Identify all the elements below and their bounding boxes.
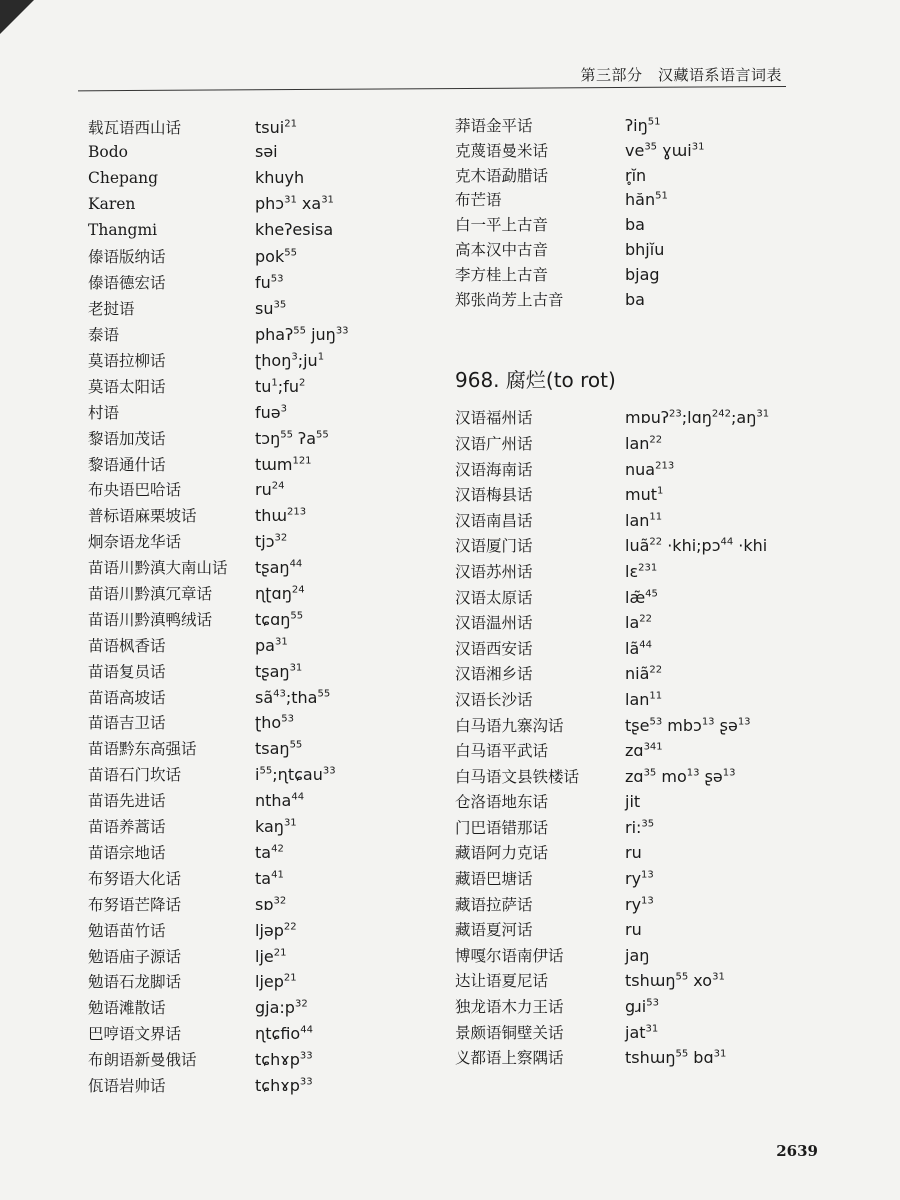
left-entry-list	[88, 116, 448, 1100]
language-name: 苗语宗地话	[88, 843, 166, 862]
language-name: 汉语苏州话	[455, 562, 533, 581]
language-name: 藏语拉萨话	[455, 895, 533, 914]
entry-row	[88, 1022, 448, 1048]
language-name: 独龙语木力王话	[455, 998, 564, 1017]
entry-row	[88, 427, 448, 453]
word-form: bjag	[625, 264, 660, 284]
section-number: 968.	[455, 368, 500, 393]
language-name: 苗语养蒿话	[88, 818, 166, 837]
word-form: ru	[625, 920, 642, 940]
entry-row	[455, 662, 855, 688]
word-form: kheʔesisa	[255, 219, 334, 239]
page-number: 2639	[776, 1142, 818, 1160]
entry-row	[88, 375, 448, 401]
entry-row	[455, 714, 855, 740]
language-name: 克木语勐腊话	[455, 166, 549, 185]
language-name: 勉语苗竹话	[88, 921, 166, 940]
word-form: lje$^{21}$	[255, 946, 287, 966]
word-form: $gja:p^{32}$	[255, 998, 308, 1018]
language-name: 白马语九寨沟话	[455, 716, 564, 735]
section-heading	[455, 364, 855, 394]
word-form: $ʈhoŋ^3;ju^1$	[255, 351, 325, 371]
language-name: 普标语麻栗坡话	[88, 507, 197, 526]
entry-row	[88, 401, 448, 427]
word-form: jaŋ	[625, 945, 650, 965]
word-form: jat$^{31}$	[625, 1022, 659, 1042]
entry-row	[88, 737, 448, 763]
word-form: $mɒuʔ^{23};lɑŋ^{242};aŋ^{31}$	[625, 408, 770, 428]
entry-row	[455, 995, 855, 1021]
language-name: 苗语黔东高强话	[88, 740, 197, 759]
entry-row	[88, 970, 448, 996]
word-form: ʈho$^{53}$	[255, 713, 294, 733]
word-form: khuyh	[255, 167, 305, 187]
language-name: 藏语阿力克话	[455, 844, 549, 863]
word-form: ljəp$^{22}$	[255, 920, 297, 940]
word-form: tshɯŋ$^{55}$ bɑ$^{31}$	[625, 1048, 727, 1068]
word-form: zɑ$^{35}$ $mo^{13}$ ʂə$^{13}$	[625, 766, 736, 786]
word-form: $fu^{53}$	[255, 273, 284, 293]
word-form: $ru^{24}$	[255, 480, 285, 500]
word-form: lɛ$^{231}$	[625, 561, 658, 581]
word-form: hăn$^{51}$	[625, 190, 668, 210]
entry-row	[88, 608, 448, 634]
language-name: Chepang	[88, 168, 159, 187]
entry-row	[88, 945, 448, 971]
entry-row	[88, 116, 448, 142]
section-entry-list	[455, 406, 855, 1071]
language-name: 汉语厦门话	[455, 537, 533, 556]
word-form: phaʔ$^{55}$ juŋ$^{33}$	[255, 325, 349, 345]
word-form: gɹi$^{53}$	[625, 997, 659, 1017]
word-form: $lã^{44}$	[625, 638, 652, 658]
word-form: $ta^{42}$	[255, 842, 284, 862]
word-form: tʂe$^{53}$ mbɔ$^{13}$ ʂə$^{13}$	[625, 715, 751, 735]
entry-row	[455, 611, 855, 637]
language-name: 白马语平武话	[455, 742, 549, 761]
word-form: $la^{22}$	[625, 613, 652, 633]
word-form: phɔ$^{31}$ $xa^{31}$	[255, 193, 334, 213]
word-form: $ta^{41}$	[255, 868, 284, 888]
word-form: kaŋ$^{31}$	[255, 817, 297, 837]
language-name: 汉语福州话	[455, 409, 533, 428]
word-form: luã$^{22}$ ·khi;pɔ$^{44}$ ·khi	[625, 536, 768, 556]
word-form: tʂaŋ$^{44}$	[255, 558, 303, 578]
entry-row	[455, 458, 855, 484]
word-form: lan$^{22}$	[625, 433, 663, 453]
language-name: 藏语巴塘话	[455, 870, 533, 889]
entry-row	[455, 213, 855, 238]
word-form: læ̃$^{45}$	[625, 587, 658, 607]
language-name: 黎语加茂话	[88, 429, 166, 448]
word-form: $tu^1;fu^2$	[255, 376, 306, 396]
language-name: 老挝语	[88, 300, 135, 319]
word-form: ru	[625, 843, 642, 863]
language-name: Bodo	[88, 142, 128, 161]
language-name: 苗语石门坎话	[88, 766, 182, 785]
word-form: tɕhɤp$^{33}$	[255, 1075, 313, 1095]
entry-row	[88, 349, 448, 375]
word-form: tɕhɤp$^{33}$	[255, 1050, 313, 1070]
entry-row	[88, 323, 448, 349]
entry-row	[455, 816, 855, 842]
entry-row	[455, 867, 855, 893]
word-form: ba	[625, 215, 645, 235]
language-name: 郑张尚芳上古音	[455, 290, 564, 309]
language-name: 博嘎尔语南伊话	[455, 946, 564, 965]
word-form: tjɔ$^{32}$	[255, 532, 288, 552]
entry-row	[455, 432, 855, 458]
word-form: səi	[255, 141, 278, 161]
language-name: Karen	[88, 194, 136, 213]
entry-row	[455, 164, 855, 189]
language-name: 白一平上古音	[455, 216, 549, 235]
entry-row	[455, 288, 855, 313]
word-form: tɯm$^{121}$	[255, 454, 312, 474]
language-name: 苗语高坡话	[88, 688, 166, 707]
page-corner-shadow	[0, 0, 34, 34]
entry-row	[88, 530, 448, 556]
word-form: jit	[625, 792, 641, 812]
language-name: 莫语太阳话	[88, 377, 166, 396]
language-name: 汉语太原话	[455, 588, 533, 607]
word-form: $sã^{43};tha^{55}$	[255, 687, 331, 707]
entry-row	[455, 509, 855, 535]
language-name: 勉语庙子源话	[88, 947, 182, 966]
word-form: tʂaŋ$^{31}$	[255, 661, 303, 681]
word-form: $ry^{13}$	[625, 869, 654, 889]
entry-row	[455, 893, 855, 919]
entry-row	[88, 841, 448, 867]
entry-row	[455, 560, 855, 586]
language-name: 炯奈语龙华话	[88, 533, 182, 552]
language-name: 傣语德宏话	[88, 274, 166, 293]
left-column	[88, 116, 448, 1100]
entry-row	[88, 556, 448, 582]
entry-row	[455, 944, 855, 970]
word-form: r̥ĭn	[625, 165, 647, 185]
entry-row	[88, 711, 448, 737]
language-name: 苗语川黔滇鸭绒话	[88, 610, 213, 629]
entry-row	[455, 263, 855, 288]
word-form: $ry^{13}$	[625, 894, 654, 914]
entry-row	[455, 739, 855, 765]
language-name: 达让语夏尼话	[455, 972, 549, 991]
entry-row	[88, 1074, 448, 1100]
entry-row	[88, 996, 448, 1022]
language-name: 景颇语铜壁关话	[455, 1023, 564, 1042]
language-name: 仓洛语地东话	[455, 793, 549, 812]
language-name: 勉语石龙脚话	[88, 973, 182, 992]
word-form: thɯ$^{213}$	[255, 506, 307, 526]
entry-row	[88, 634, 448, 660]
word-form: ntha$^{44}$	[255, 791, 305, 811]
entry-row	[455, 790, 855, 816]
entry-row	[455, 534, 855, 560]
language-name: 勉语滩散话	[88, 999, 166, 1018]
section-title: 腐烂(to rot)	[505, 368, 616, 393]
word-form: $i^{55};ɳtɕau^{33}$	[255, 765, 336, 785]
language-name: 义都语上察隅话	[455, 1049, 564, 1068]
language-name: 莽语金平话	[455, 117, 533, 135]
language-name: 汉语梅县话	[455, 486, 533, 505]
language-name: Thangmi	[88, 220, 158, 239]
entry-row	[455, 238, 855, 263]
running-head: 第三部分 汉藏语系语言词表	[580, 66, 782, 84]
entry-row	[455, 918, 855, 944]
word-form: ljep$^{21}$	[255, 972, 297, 992]
entry-row	[455, 483, 855, 509]
language-name: 高本汉中古音	[455, 240, 549, 259]
entry-row	[88, 142, 448, 168]
word-form: tɔŋ$^{55}$ ʔa$^{55}$	[255, 428, 329, 448]
language-name: 布努语大化话	[88, 869, 182, 888]
language-name: 苗语吉卫话	[88, 714, 166, 733]
entry-row	[88, 194, 448, 220]
language-name: 汉语长沙话	[455, 690, 533, 709]
entry-row	[88, 1048, 448, 1074]
word-form: pok$^{55}$	[255, 247, 297, 267]
language-name: 布朗语新曼俄话	[88, 1051, 197, 1070]
word-form: mut$^1$	[625, 485, 664, 505]
entry-row	[455, 406, 855, 432]
word-form: tɕɑŋ$^{55}$	[255, 609, 304, 629]
entry-row	[88, 168, 448, 194]
language-name: 苗语川黔滇大南山话	[88, 559, 228, 578]
entry-row	[88, 582, 448, 608]
entry-row	[88, 919, 448, 945]
entry-row	[455, 114, 855, 139]
entry-row	[455, 841, 855, 867]
entry-row	[455, 637, 855, 663]
entry-row	[88, 763, 448, 789]
word-form: bhjĭu	[625, 239, 665, 259]
language-name: 门巴语错那话	[455, 818, 549, 837]
language-name: 苗语川黔滇冗章话	[88, 585, 213, 604]
language-name: 汉语海南话	[455, 460, 533, 479]
word-form: niã$^{22}$	[625, 664, 663, 684]
word-form: ɳtɕfio$^{44}$	[255, 1024, 313, 1044]
header-rule	[78, 86, 786, 91]
language-name: 黎语通什话	[88, 455, 166, 474]
entry-row	[88, 893, 448, 919]
word-form: $su^{35}$	[255, 299, 287, 319]
word-form: tsaŋ$^{55}$	[255, 739, 303, 759]
language-name: 村语	[88, 403, 120, 422]
language-name: 布央语巴哈话	[88, 481, 182, 500]
language-name: 克蔑语曼米话	[455, 141, 549, 160]
word-form: ri:$^{35}$	[625, 817, 655, 837]
word-form: $ve^{35}$ ɣɯi$^{31}$	[625, 140, 705, 160]
word-form: lan$^{11}$	[625, 689, 663, 709]
language-name: 汉语广州话	[455, 434, 533, 453]
entry-row	[88, 220, 448, 246]
entry-row	[88, 245, 448, 271]
language-name: 汉语南昌话	[455, 511, 533, 530]
entry-row	[455, 586, 855, 612]
entry-row	[88, 660, 448, 686]
language-name: 李方桂上古音	[455, 265, 549, 284]
entry-row	[455, 765, 855, 791]
word-form: ɳʈɑŋ$^{24}$	[255, 584, 305, 604]
language-name: 苗语枫香话	[88, 636, 166, 655]
word-form: tsui$^{21}$	[255, 118, 297, 137]
entry-row	[88, 478, 448, 504]
right-entry-list	[455, 114, 855, 312]
word-form: ʔiŋ$^{51}$	[625, 116, 661, 135]
word-form: ba	[625, 289, 645, 309]
language-name: 傣语版纳话	[88, 248, 166, 267]
entry-row	[88, 504, 448, 530]
entry-row	[455, 969, 855, 995]
word-form: lan$^{11}$	[625, 510, 663, 530]
entry-row	[88, 297, 448, 323]
language-name: 白马语文县铁楼话	[455, 767, 580, 786]
language-name: 布芒语	[455, 191, 502, 210]
entry-row	[455, 1021, 855, 1047]
word-form: zɑ$^{341}$	[625, 741, 663, 761]
entry-row	[88, 789, 448, 815]
entry-row	[455, 688, 855, 714]
word-form: sɒ$^{32}$	[255, 894, 287, 914]
language-name: 载瓦语西山话	[88, 119, 182, 137]
language-name: 巴哼语文界话	[88, 1025, 182, 1044]
language-name: 佤语岩帅话	[88, 1076, 166, 1095]
entry-row	[88, 453, 448, 479]
word-form: $pa^{31}$	[255, 635, 288, 655]
language-name: 藏语夏河话	[455, 921, 533, 940]
language-name: 布努语芒降话	[88, 895, 182, 914]
entry-row	[88, 867, 448, 893]
word-form: fuə$^3$	[255, 402, 287, 422]
word-form: nua$^{213}$	[625, 459, 675, 479]
entry-row	[88, 815, 448, 841]
entry-row	[88, 686, 448, 712]
language-name: 泰语	[88, 326, 120, 345]
language-name: 汉语湘乡话	[455, 665, 533, 684]
language-name: 莫语拉柳话	[88, 352, 166, 371]
entry-row	[455, 139, 855, 164]
entry-row	[88, 271, 448, 297]
language-name: 苗语复员话	[88, 662, 166, 681]
entry-row	[455, 188, 855, 213]
language-name: 苗语先进话	[88, 792, 166, 811]
right-column	[455, 114, 855, 1072]
entry-row	[455, 1046, 855, 1072]
word-form: tshɯŋ$^{55}$ $xo^{31}$	[625, 971, 725, 991]
language-name: 汉语西安话	[455, 639, 533, 658]
language-name: 汉语温州话	[455, 614, 533, 633]
